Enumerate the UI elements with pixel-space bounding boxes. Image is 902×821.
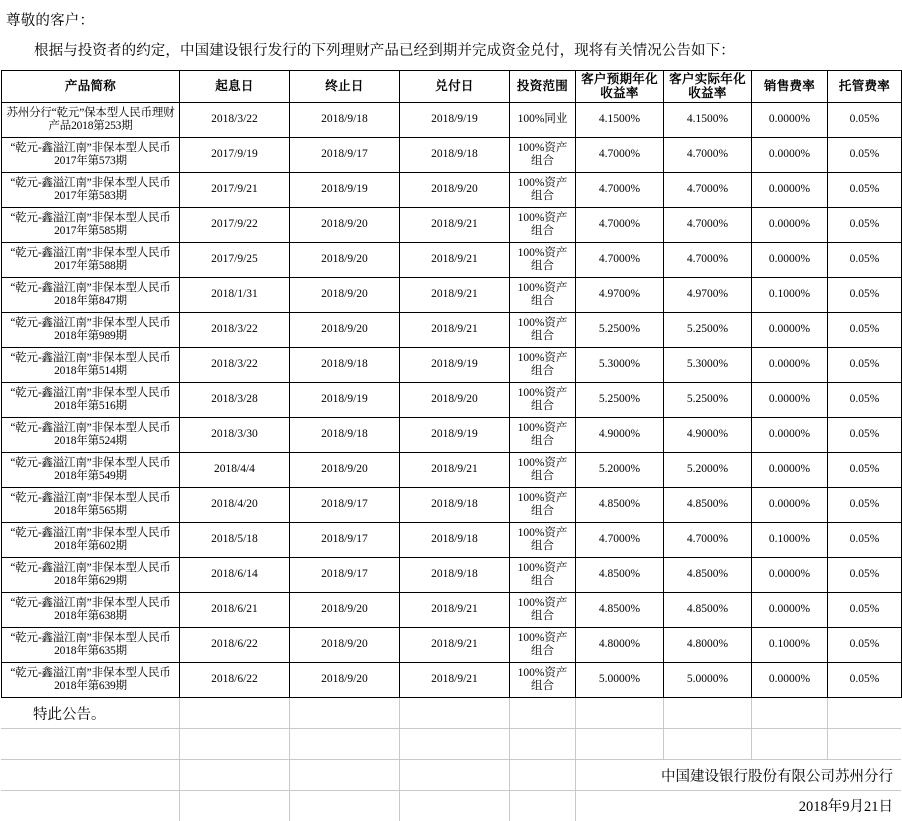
cell-expected-yield: 4.9700%	[576, 277, 664, 312]
cell-payment-date: 2018/9/21	[400, 277, 510, 312]
table-row	[2, 382, 902, 417]
table-row	[2, 312, 902, 347]
cell-custody-fee: 0.05%	[828, 137, 902, 172]
cell-payment-date: 2018/9/19	[400, 347, 510, 382]
cell-sales-fee: 0.0000%	[752, 102, 828, 137]
table-header	[2, 71, 902, 103]
cell-start-date: 2017/9/21	[180, 172, 290, 207]
special-notice: 特此公告。	[33, 706, 106, 723]
col-header-custody-fee: 托管费率	[828, 71, 902, 103]
cell-expected-yield: 4.8500%	[576, 557, 664, 592]
cell-product-name: “乾元-鑫溢江南”非保本型人民币2018年第549期	[2, 452, 180, 487]
cell-custody-fee: 0.05%	[828, 557, 902, 592]
col-header-end-date: 终止日	[290, 71, 400, 103]
cell-expected-yield: 4.7000%	[576, 137, 664, 172]
cell-payment-date: 2018/9/21	[400, 312, 510, 347]
cell-custody-fee: 0.05%	[828, 452, 902, 487]
cell-sales-fee: 0.0000%	[752, 662, 828, 697]
cell-actual-yield: 5.3000%	[664, 347, 752, 382]
cell-custody-fee: 0.05%	[828, 522, 902, 557]
cell-sales-fee: 0.1000%	[752, 522, 828, 557]
cell-product-name: “乾元-鑫溢江南”非保本型人民币2018年第629期	[2, 557, 180, 592]
cell-end-date: 2018/9/20	[290, 207, 400, 242]
cell-custody-fee: 0.05%	[828, 277, 902, 312]
cell-custody-fee: 0.05%	[828, 417, 902, 452]
cell-expected-yield: 4.8500%	[576, 487, 664, 522]
cell-end-date: 2018/9/18	[290, 417, 400, 452]
cell-investment-scope: 100%资产组合	[510, 207, 576, 242]
table-row	[2, 487, 902, 522]
cell-start-date: 2018/6/22	[180, 627, 290, 662]
cell-actual-yield: 4.7000%	[664, 137, 752, 172]
signature-organization: 中国建设银行股份有限公司苏州分行	[661, 768, 893, 785]
cell-custody-fee: 0.05%	[828, 312, 902, 347]
cell-start-date: 2018/6/22	[180, 662, 290, 697]
cell-sales-fee: 0.0000%	[752, 242, 828, 277]
cell-end-date: 2018/9/20	[290, 312, 400, 347]
cell-payment-date: 2018/9/20	[400, 382, 510, 417]
table-row	[2, 417, 902, 452]
cell-sales-fee: 0.0000%	[752, 312, 828, 347]
cell-expected-yield: 5.0000%	[576, 662, 664, 697]
cell-sales-fee: 0.0000%	[752, 382, 828, 417]
cell-investment-scope: 100%资产组合	[510, 557, 576, 592]
cell-end-date: 2018/9/20	[290, 627, 400, 662]
cell-expected-yield: 4.7000%	[576, 172, 664, 207]
cell-payment-date: 2018/9/21	[400, 627, 510, 662]
table-row	[2, 347, 902, 382]
cell-payment-date: 2018/9/19	[400, 417, 510, 452]
cell-custody-fee: 0.05%	[828, 347, 902, 382]
cell-custody-fee: 0.05%	[828, 207, 902, 242]
table-row	[2, 522, 902, 557]
table-body	[2, 102, 902, 697]
signature-date: 2018年9月21日	[798, 798, 893, 815]
cell-actual-yield: 4.7000%	[664, 522, 752, 557]
cell-investment-scope: 100%资产组合	[510, 242, 576, 277]
cell-payment-date: 2018/9/21	[400, 207, 510, 242]
col-header-actual-yield: 客户实际年化收益率	[664, 71, 752, 103]
cell-payment-date: 2018/9/21	[400, 592, 510, 627]
cell-custody-fee: 0.05%	[828, 172, 902, 207]
cell-investment-scope: 100%资产组合	[510, 382, 576, 417]
cell-start-date: 2018/3/22	[180, 347, 290, 382]
cell-expected-yield: 4.1500%	[576, 102, 664, 137]
table-row	[2, 137, 902, 172]
table-row	[2, 592, 902, 627]
cell-investment-scope: 100%资产组合	[510, 172, 576, 207]
cell-end-date: 2018/9/17	[290, 137, 400, 172]
cell-payment-date: 2018/9/21	[400, 242, 510, 277]
cell-actual-yield: 4.9000%	[664, 417, 752, 452]
cell-end-date: 2018/9/17	[290, 522, 400, 557]
cell-sales-fee: 0.0000%	[752, 417, 828, 452]
cell-sales-fee: 0.0000%	[752, 452, 828, 487]
cell-start-date: 2017/9/25	[180, 242, 290, 277]
table-row	[2, 207, 902, 242]
cell-actual-yield: 4.8000%	[664, 627, 752, 662]
cell-start-date: 2018/4/4	[180, 452, 290, 487]
col-header-product-name: 产品简称	[2, 71, 180, 103]
cell-product-name: “乾元-鑫溢江南”非保本型人民币2017年第588期	[2, 242, 180, 277]
footer-row-notice	[1, 698, 901, 729]
cell-end-date: 2018/9/20	[290, 277, 400, 312]
cell-actual-yield: 4.8500%	[664, 592, 752, 627]
footer-grid	[1, 698, 901, 821]
cell-actual-yield: 4.1500%	[664, 102, 752, 137]
cell-investment-scope: 100%资产组合	[510, 487, 576, 522]
table-row	[2, 627, 902, 662]
cell-custody-fee: 0.05%	[828, 242, 902, 277]
cell-product-name: “乾元-鑫溢江南”非保本型人民币2018年第514期	[2, 347, 180, 382]
cell-actual-yield: 5.0000%	[664, 662, 752, 697]
cell-actual-yield: 5.2000%	[664, 452, 752, 487]
cell-product-name: “乾元-鑫溢江南”非保本型人民币2018年第516期	[2, 382, 180, 417]
cell-actual-yield: 4.7000%	[664, 207, 752, 242]
cell-start-date: 2018/3/30	[180, 417, 290, 452]
cell-expected-yield: 5.2000%	[576, 452, 664, 487]
cell-start-date: 2018/3/22	[180, 312, 290, 347]
cell-investment-scope: 100%资产组合	[510, 137, 576, 172]
cell-actual-yield: 4.8500%	[664, 557, 752, 592]
cell-sales-fee: 0.0000%	[752, 207, 828, 242]
cell-product-name: “乾元-鑫溢江南”非保本型人民币2018年第847期	[2, 277, 180, 312]
salutation: 尊敬的客户：	[6, 13, 95, 29]
table-row	[2, 557, 902, 592]
table-row	[2, 172, 902, 207]
cell-custody-fee: 0.05%	[828, 382, 902, 417]
cell-end-date: 2018/9/19	[290, 382, 400, 417]
cell-start-date: 2018/3/28	[180, 382, 290, 417]
cell-payment-date: 2018/9/18	[400, 487, 510, 522]
cell-actual-yield: 4.7000%	[664, 242, 752, 277]
cell-end-date: 2018/9/18	[290, 102, 400, 137]
footer-row-date	[1, 791, 901, 821]
cell-product-name: “乾元-鑫溢江南”非保本型人民币2018年第524期	[2, 417, 180, 452]
cell-payment-date: 2018/9/21	[400, 662, 510, 697]
cell-sales-fee: 0.0000%	[752, 137, 828, 172]
cell-sales-fee: 0.1000%	[752, 627, 828, 662]
table-row	[2, 242, 902, 277]
cell-custody-fee: 0.05%	[828, 487, 902, 522]
intro-paragraph: 根据与投资者的约定，中国建设银行发行的下列理财产品已经到期并完成资金兑付，现将有关情况公告如下：	[34, 43, 735, 59]
cell-product-name: “乾元-鑫溢江南”非保本型人民币2018年第565期	[2, 487, 180, 522]
cell-expected-yield: 5.2500%	[576, 382, 664, 417]
cell-payment-date: 2018/9/18	[400, 522, 510, 557]
cell-payment-date: 2018/9/18	[400, 557, 510, 592]
cell-investment-scope: 100%资产组合	[510, 277, 576, 312]
cell-product-name: “乾元-鑫溢江南”非保本型人民币2018年第638期	[2, 592, 180, 627]
cell-start-date: 2018/3/22	[180, 102, 290, 137]
cell-investment-scope: 100%资产组合	[510, 592, 576, 627]
cell-custody-fee: 0.05%	[828, 102, 902, 137]
table-row	[2, 662, 902, 697]
cell-sales-fee: 0.0000%	[752, 487, 828, 522]
cell-end-date: 2018/9/20	[290, 592, 400, 627]
cell-investment-scope: 100%资产组合	[510, 312, 576, 347]
cell-actual-yield: 5.2500%	[664, 382, 752, 417]
cell-sales-fee: 0.0000%	[752, 592, 828, 627]
cell-expected-yield: 4.7000%	[576, 522, 664, 557]
cell-investment-scope: 100%资产组合	[510, 522, 576, 557]
col-header-payment-date: 兑付日	[400, 71, 510, 103]
cell-payment-date: 2018/9/21	[400, 452, 510, 487]
cell-actual-yield: 4.7000%	[664, 172, 752, 207]
cell-expected-yield: 4.9000%	[576, 417, 664, 452]
cell-expected-yield: 5.2500%	[576, 312, 664, 347]
cell-end-date: 2018/9/20	[290, 242, 400, 277]
cell-investment-scope: 100%资产组合	[510, 347, 576, 382]
cell-custody-fee: 0.05%	[828, 592, 902, 627]
cell-end-date: 2018/9/18	[290, 347, 400, 382]
cell-start-date: 2018/6/14	[180, 557, 290, 592]
cell-product-name: “乾元-鑫溢江南”非保本型人民币2017年第573期	[2, 137, 180, 172]
cell-sales-fee: 0.0000%	[752, 172, 828, 207]
col-header-start-date: 起息日	[180, 71, 290, 103]
cell-product-name: “乾元-鑫溢江南”非保本型人民币2017年第585期	[2, 207, 180, 242]
col-header-investment-scope: 投资范围	[510, 71, 576, 103]
cell-product-name: “乾元-鑫溢江南”非保本型人民币2018年第639期	[2, 662, 180, 697]
table-row	[2, 102, 902, 137]
footer-row-signature	[1, 760, 901, 791]
cell-start-date: 2018/6/21	[180, 592, 290, 627]
cell-end-date: 2018/9/19	[290, 172, 400, 207]
cell-start-date: 2018/4/20	[180, 487, 290, 522]
cell-expected-yield: 4.8500%	[576, 592, 664, 627]
col-header-sales-fee: 销售费率	[752, 71, 828, 103]
col-header-expected-yield: 客户预期年化收益率	[576, 71, 664, 103]
table-row	[2, 277, 902, 312]
cell-start-date: 2017/9/22	[180, 207, 290, 242]
cell-start-date: 2017/9/19	[180, 137, 290, 172]
cell-end-date: 2018/9/17	[290, 557, 400, 592]
cell-custody-fee: 0.05%	[828, 627, 902, 662]
cell-investment-scope: 100%资产组合	[510, 662, 576, 697]
cell-actual-yield: 4.9700%	[664, 277, 752, 312]
cell-product-name: 苏州分行“乾元”保本型人民币理财产品2018第253期	[2, 102, 180, 137]
cell-end-date: 2018/9/20	[290, 662, 400, 697]
cell-investment-scope: 100%资产组合	[510, 452, 576, 487]
cell-expected-yield: 4.7000%	[576, 207, 664, 242]
cell-end-date: 2018/9/17	[290, 487, 400, 522]
cell-investment-scope: 100%资产组合	[510, 627, 576, 662]
cell-sales-fee: 0.1000%	[752, 277, 828, 312]
products-table	[1, 70, 902, 698]
cell-expected-yield: 5.3000%	[576, 347, 664, 382]
cell-payment-date: 2018/9/18	[400, 137, 510, 172]
header-row	[2, 71, 902, 103]
cell-expected-yield: 4.8000%	[576, 627, 664, 662]
cell-payment-date: 2018/9/20	[400, 172, 510, 207]
cell-end-date: 2018/9/20	[290, 452, 400, 487]
cell-product-name: “乾元-鑫溢江南”非保本型人民币2017年第583期	[2, 172, 180, 207]
cell-start-date: 2018/1/31	[180, 277, 290, 312]
cell-actual-yield: 5.2500%	[664, 312, 752, 347]
cell-investment-scope: 100%资产组合	[510, 417, 576, 452]
cell-sales-fee: 0.0000%	[752, 347, 828, 382]
cell-expected-yield: 4.7000%	[576, 242, 664, 277]
footer-row-blank	[1, 729, 901, 760]
cell-sales-fee: 0.0000%	[752, 557, 828, 592]
cell-actual-yield: 4.8500%	[664, 487, 752, 522]
cell-start-date: 2018/5/18	[180, 522, 290, 557]
cell-product-name: “乾元-鑫溢江南”非保本型人民币2018年第635期	[2, 627, 180, 662]
cell-product-name: “乾元-鑫溢江南”非保本型人民币2018年第602期	[2, 522, 180, 557]
cell-investment-scope: 100%同业	[510, 102, 576, 137]
table-row	[2, 452, 902, 487]
cell-custody-fee: 0.05%	[828, 662, 902, 697]
cell-payment-date: 2018/9/19	[400, 102, 510, 137]
cell-product-name: “乾元-鑫溢江南”非保本型人民币2018年第989期	[2, 312, 180, 347]
